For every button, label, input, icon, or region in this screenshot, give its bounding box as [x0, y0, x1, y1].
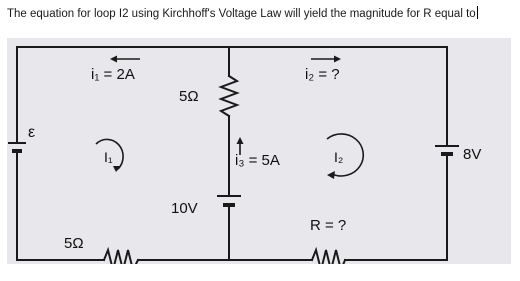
resistor-top-5ohm	[221, 76, 237, 116]
question-label: The equation for loop I2 using Kirchhoff's Voltage Law will yield the magnitude for R equal to	[7, 8, 476, 20]
loop1-arrow-head	[113, 166, 121, 172]
label-loop2: I₂	[334, 149, 344, 165]
label-v-right: 8V	[463, 146, 482, 163]
label-r-bottom-left: 5Ω	[64, 235, 84, 252]
circuit-diagram	[7, 38, 511, 264]
i1-arrow-head	[110, 56, 117, 63]
label-r-top: 5Ω	[179, 88, 199, 105]
battery-plates	[8, 143, 459, 205]
circuit-svg	[7, 38, 511, 264]
circuit-wires	[17, 47, 447, 264]
loop2-arc	[327, 134, 363, 176]
question-text	[7, 6, 478, 20]
resistor-bottom-left	[104, 250, 138, 264]
label-v-mid: 10V	[171, 200, 198, 217]
label-i2: i₂ = ?	[305, 66, 340, 83]
label-r-unknown: R = ?	[310, 217, 347, 234]
resistor-r-unknown	[312, 250, 345, 264]
loop2-arrow-head	[327, 171, 335, 179]
loop-arrow-heads	[113, 166, 335, 179]
label-loop1: I₁	[104, 149, 113, 165]
label-i3: i₃ = 5A	[235, 152, 280, 169]
label-emf: ε	[28, 124, 36, 141]
label-i1: i₁ = 2A	[91, 66, 135, 83]
i2-arrow-head	[334, 56, 341, 63]
text-cursor	[477, 6, 478, 19]
i3-arrow-head	[237, 137, 244, 144]
